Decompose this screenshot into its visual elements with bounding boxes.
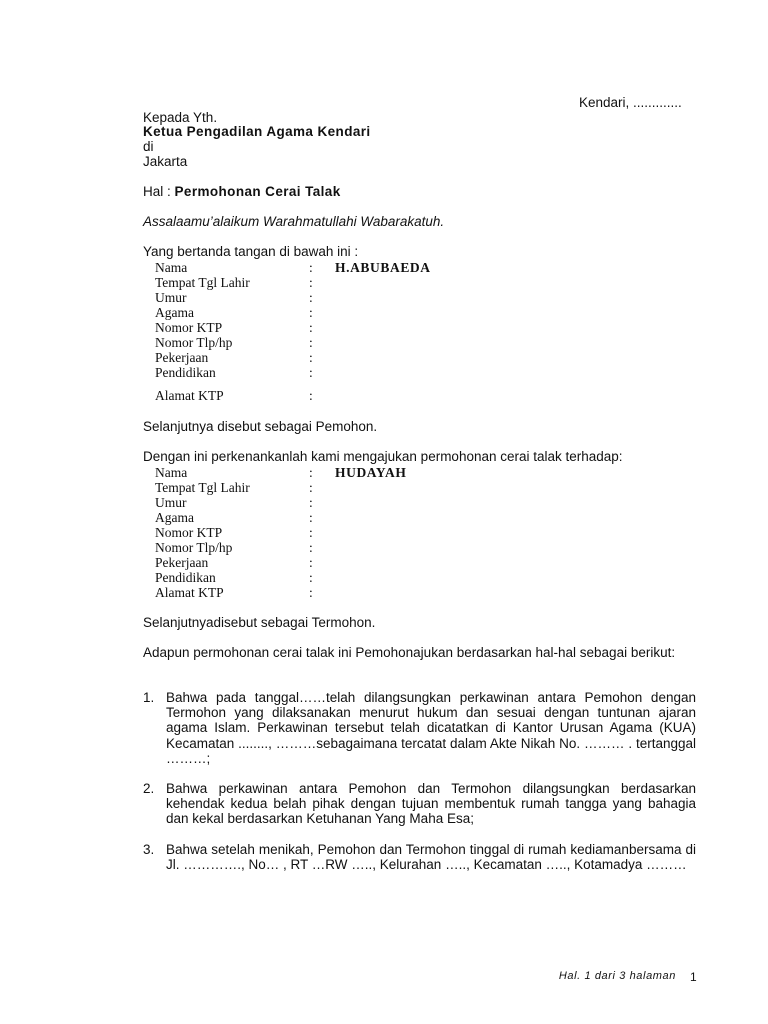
respondent-closing: Selanjutnyadisebut sebagai Termohon. bbox=[143, 615, 376, 630]
applicant-field-label: Nomor Tlp/hp bbox=[155, 335, 233, 350]
applicant-colon: : bbox=[309, 275, 313, 290]
basis-intro: Adapun permohonan cerai talak ini Pemohonajukan berdasarkan hal-hal sebagai berikut: bbox=[143, 645, 676, 660]
respondent-colon: : bbox=[309, 540, 313, 555]
applicant-name-value: H.ABUBAEDA bbox=[335, 260, 431, 275]
subject-value: Permohonan Cerai Talak bbox=[174, 184, 341, 199]
footer-page-label: Hal. 1 dari 3 halaman bbox=[558, 970, 676, 982]
recipient-salutation: Kepada Yth. bbox=[143, 110, 218, 125]
applicant-field-label: Pendidikan bbox=[155, 365, 216, 380]
subject-label: Hal : bbox=[143, 184, 175, 199]
applicant-colon: : bbox=[309, 365, 313, 380]
respondent-colon: : bbox=[309, 480, 313, 495]
point-text: Bahwa pada tanggal……telah dilangsungkan perkawinan antara Pemohon dengan Termohon yang dilaksanakan menurut hukum dan sesuai dengan tuntunan ajaran agama Islam. Perkawinan tersebut telah dicatatkan di Kantor Urusan Agama (KUA) Kecamatan ........, ………sebagaimana tercatat dalam Akte Nikah No. ……… . tertanggal ………; bbox=[166, 690, 696, 766]
subject-line bbox=[143, 184, 341, 199]
applicant-field-label: Pekerjaan bbox=[155, 350, 209, 365]
applicant-field-label: Tempat Tgl Lahir bbox=[155, 275, 250, 290]
respondent-field-label: Umur bbox=[155, 495, 187, 510]
respondent-colon: : bbox=[309, 525, 313, 540]
applicant-colon: : bbox=[309, 320, 313, 335]
applicant-colon: : bbox=[309, 388, 313, 403]
applicant-colon: : bbox=[309, 305, 313, 320]
point-number: 3. bbox=[143, 842, 155, 857]
point-text: Bahwa perkawinan antara Pemohon dan Termohon dilangsungkan berdasarkan kehendak kedua belah pihak dengan tujuan membentuk rumah tangga yang bahagia dan kekal berdasarkan Ketuhanan Yang Maha Esa; bbox=[166, 781, 696, 827]
applicant-field-label: Nomor KTP bbox=[155, 320, 223, 335]
respondent-colon: : bbox=[309, 510, 313, 525]
point-text: Bahwa setelah menikah, Pemohon dan Termohon tinggal di rumah kediamanbersama di Jl. …………., No… , RT …RW ….., Kelurahan ….., Kecamatan ….., Kotamadya ……… bbox=[166, 842, 696, 873]
respondent-field-label: Pendidikan bbox=[155, 570, 216, 585]
applicant-colon: : bbox=[309, 290, 313, 305]
respondent-colon: : bbox=[309, 465, 313, 480]
addressee-di: di bbox=[143, 139, 154, 154]
respondent-field-label: Agama bbox=[155, 510, 194, 525]
applicant-field-label: Umur bbox=[155, 290, 187, 305]
respondent-colon: : bbox=[309, 555, 313, 570]
respondent-field-label: Alamat KTP bbox=[155, 585, 224, 600]
applicant-intro: Yang bertanda tangan di bawah ini : bbox=[143, 244, 359, 259]
applicant-colon: : bbox=[309, 260, 313, 275]
applicant-colon: : bbox=[309, 350, 313, 365]
respondent-field-label: Pekerjaan bbox=[155, 555, 209, 570]
point-number: 2. bbox=[143, 781, 155, 796]
applicant-closing: Selanjutnya disebut sebagai Pemohon. bbox=[143, 419, 378, 434]
place-date: Kendari, ............. bbox=[579, 95, 682, 110]
respondent-field-label: Nama bbox=[155, 465, 188, 480]
respondent-name-value: HUDAYAH bbox=[335, 465, 407, 480]
footer-page-number: 1 bbox=[690, 970, 697, 984]
point-number: 1. bbox=[143, 690, 155, 705]
addressee-city: Jakarta bbox=[143, 154, 188, 169]
respondent-colon: : bbox=[309, 495, 313, 510]
applicant-colon: : bbox=[309, 335, 313, 350]
respondent-colon: : bbox=[309, 585, 313, 600]
greeting: Assalaamu’alaikum Warahmatullahi Wabarakatuh. bbox=[143, 214, 445, 229]
applicant-field-label: Nama bbox=[155, 260, 188, 275]
addressee: Ketua Pengadilan Agama Kendari bbox=[143, 124, 371, 139]
respondent-colon: : bbox=[309, 570, 313, 585]
applicant-field-label: Agama bbox=[155, 305, 194, 320]
respondent-field-label: Nomor KTP bbox=[155, 525, 223, 540]
respondent-intro: Dengan ini perkenankanlah kami mengajukan permohonan cerai talak terhadap: bbox=[143, 449, 623, 464]
applicant-field-label: Alamat KTP bbox=[155, 388, 224, 403]
respondent-field-label: Tempat Tgl Lahir bbox=[155, 480, 250, 495]
respondent-field-label: Nomor Tlp/hp bbox=[155, 540, 233, 555]
